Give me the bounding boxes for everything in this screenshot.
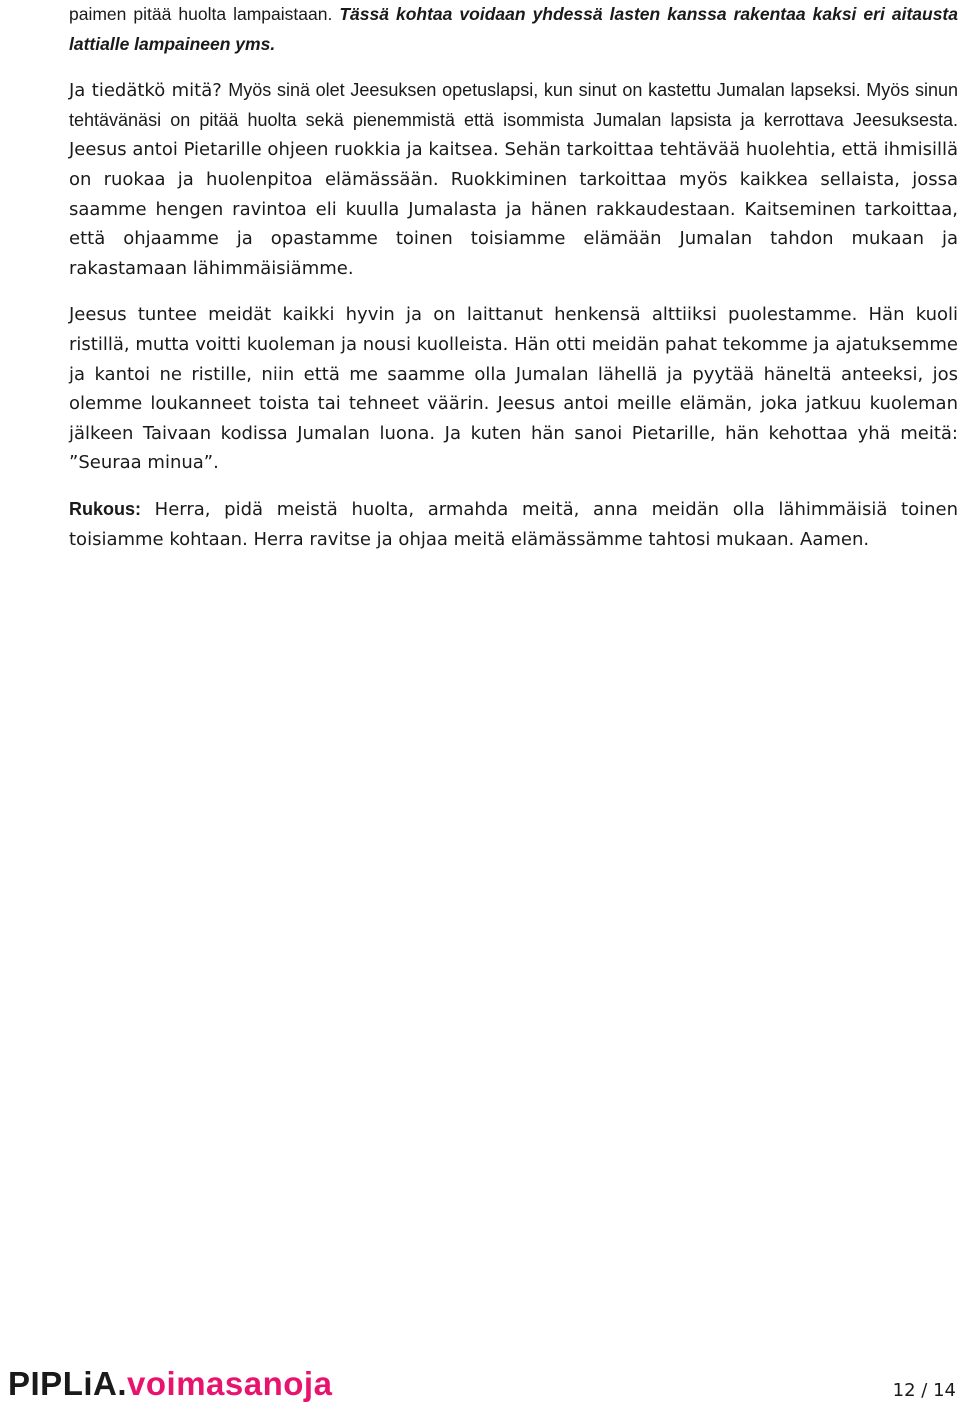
paragraph-1 (69, 0, 958, 59)
paragraph-2-arial-text: Myös sinä olet Jeesuksen opetuslapsi, kun sinut on kastettu Jumalan lapseksi. Myös sinun tehtävänäsi on pitää huolta sekä pienemmistä että isommista Jumalan lapsista ja kerrottava Jeesuksesta. (69, 80, 959, 130)
piplia-logo (8, 1364, 332, 1404)
paragraph-3-text: Jeesus tuntee meidät kaikki hyvin ja on laittanut henkensä alttiiksi puolestamme. Hän kuoli ristillä, mutta voitti kuoleman ja nousi kuolleista. Hän otti meidän pahat tekomme ja ajatuksemme ja kantoi ne ristille, niin että me saamme olla Jumalan lähellä ja pyytää häneltä anteeksi, jos olemme loukanneet toista tai tehneet väärin. Jeesus antoi meille elämän, joka jatkuu kuoleman jälkeen Taivaan kodissa Jumalan luona. Ja kuten hän sanoi Pietarille, hän kehottaa yhä meitä: ”Seuraa minua”. (69, 304, 958, 474)
logo-piplia-text: PIPLiA. (8, 1365, 128, 1402)
prayer-text: Herra, pidä meistä huolta, armahda meitä, anna meidän olla lähimmäisiä toinen toisiamme kohtaan. Herra ravitse ja ohjaa meitä elämässämme tahtosi mukaan. Aamen. (69, 498, 958, 550)
paragraph-2-intro: Ja tiedätkö mitä? (69, 80, 229, 102)
document-body (69, 0, 958, 571)
paragraph-3 (69, 300, 958, 478)
prayer-label: Rukous: (69, 498, 141, 519)
page-number: 12 / 14 (892, 1380, 956, 1401)
paragraph-2-text: Jeesus antoi Pietarille ohjeen ruokkia ja kaitsea. Sehän tarkoittaa tehtävää huolehtia, että ihmisillä on ruokaa ja huolenpitoa elämässään. Ruokkiminen tarkoittaa myös kaikkea sellaista, jossa saamme hengen ravintoa eli kuulla Jumalasta ja hänen rakkaudestaan. Kaitseminen tarkoittaa, että ohjaamme ja opastamme toinen toisiamme elämään Jumalan tahdon mukaan ja rakastamaan lähimmäisiämme. (69, 139, 958, 279)
paragraph-1-instruction: Tässä kohtaa voidaan yhdessä lasten kanssa rakentaa kaksi eri aitausta lattialle lampaineen yms. (69, 4, 958, 54)
paragraph-2 (69, 76, 958, 283)
paragraph-1-text: paimen pitää huolta lampaistaan. (69, 4, 340, 24)
prayer-paragraph (69, 495, 958, 554)
logo-voimasanoja-text: voimasanoja (127, 1365, 333, 1402)
